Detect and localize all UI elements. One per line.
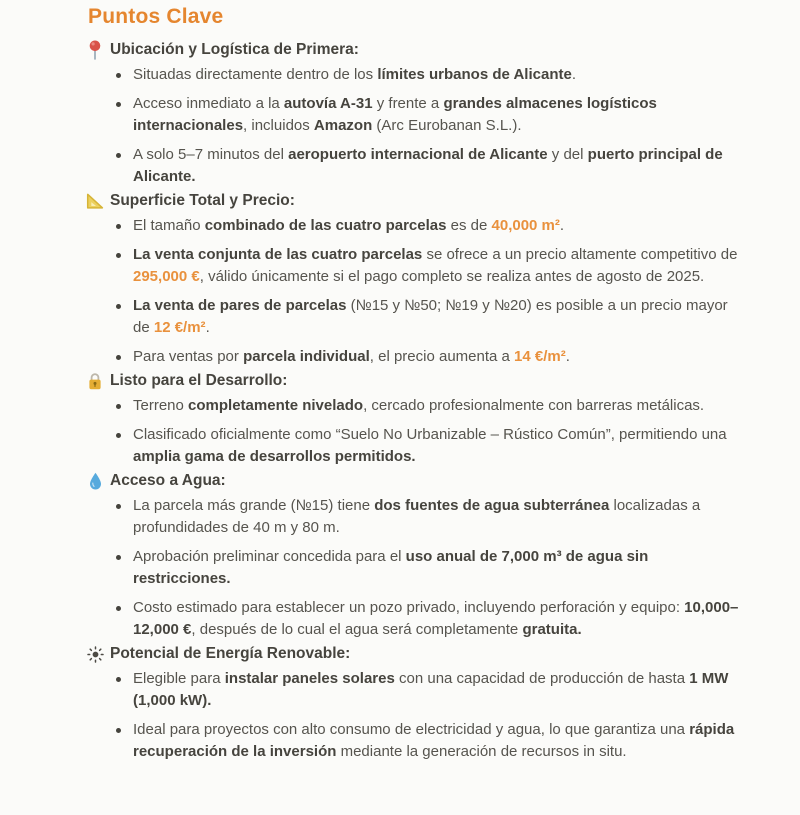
lock-icon — [86, 372, 104, 391]
text-segment: . — [571, 66, 576, 83]
text-segment: (Arc Eurobanan S.L.). — [372, 117, 522, 134]
text-segment: parcela individual — [243, 348, 370, 365]
bullet-item — [88, 495, 740, 539]
text-segment: Amazon — [313, 117, 373, 134]
sun-icon — [86, 646, 104, 663]
text-segment: La parcela más grande (№15) tiene — [133, 497, 375, 514]
bullet-list — [88, 395, 740, 468]
section — [88, 643, 740, 763]
sections — [88, 39, 740, 763]
text-segment: . — [565, 348, 570, 365]
text-segment: con una capacidad de producción de hasta — [394, 670, 690, 687]
bullet-item — [88, 144, 740, 188]
section — [88, 370, 740, 468]
bullet-item — [88, 64, 740, 86]
text-segment: límites urbanos de Alicante — [377, 66, 572, 83]
text-segment: , cercado profesionalmente con barreras metálicas. — [363, 397, 705, 414]
text-segment: Costo estimado para establecer un pozo privado, incluyendo perforación y equipo: — [133, 599, 685, 616]
text-segment: completamente nivelado — [188, 397, 364, 414]
text-segment: La venta de pares de parcelas — [133, 297, 347, 314]
highlight-value: 12 €/m² — [153, 319, 206, 336]
droplet-icon — [86, 472, 104, 490]
bullet-list — [88, 668, 740, 763]
bullet-item — [88, 244, 740, 288]
bullet-item — [88, 395, 740, 417]
text-segment: 1 MW (1,000 kW). — [133, 670, 729, 709]
text-segment: , después de lo cual el agua será completamente — [191, 621, 523, 638]
text-segment: . — [205, 319, 210, 336]
bullet-list — [88, 64, 740, 188]
text-segment: y frente a — [372, 95, 444, 112]
highlight-value: 40,000 m² — [491, 217, 560, 234]
text-segment: y del — [547, 146, 588, 163]
text-segment: (№15 y №50; №19 y №20) es posible a un precio mayor de — [133, 297, 728, 336]
text-segment: Ideal para proyectos con alto consumo de electricidad y agua, lo que garantiza una — [133, 721, 690, 738]
section-title: Listo para el Desarrollo: — [110, 372, 288, 389]
text-segment: se ofrece a un precio altamente competitivo de — [422, 246, 738, 263]
bullet-item — [88, 215, 740, 237]
highlight-value: 14 €/m² — [514, 348, 566, 365]
text-segment: es de — [446, 217, 492, 234]
text-segment: gratuita. — [522, 621, 582, 638]
bullet-item — [88, 295, 740, 339]
bullet-list — [88, 495, 740, 641]
section-header — [86, 643, 740, 665]
text-segment: Situadas directamente dentro de los — [133, 66, 378, 83]
section-header — [86, 370, 740, 392]
pin-icon — [86, 40, 104, 60]
ruler-icon — [86, 192, 104, 210]
text-segment: dos fuentes de agua subterránea — [374, 497, 610, 514]
text-segment: Clasificado oficialmente como “Suelo No Urbanizable – Rústico Común”, permitiendo una — [133, 426, 727, 443]
text-segment: localizadas a profundidades de 40 m y 80 m. — [133, 497, 701, 536]
text-segment: La venta conjunta de las cuatro parcelas — [133, 246, 423, 263]
highlight-value: 295,000 € — [133, 268, 200, 285]
section-title: Ubicación y Logística de Primera: — [110, 41, 359, 58]
text-segment: aeropuerto internacional de Alicante — [288, 146, 548, 163]
text-segment: grandes almacenes logísticos internacionales — [133, 95, 657, 134]
bullet-item — [88, 424, 740, 468]
section-title: Potencial de Energía Renovable: — [110, 645, 351, 662]
bullet-item — [88, 546, 740, 590]
text-segment: , incluidos — [243, 117, 314, 134]
text-segment: puerto principal de Alicante. — [133, 146, 723, 185]
text-segment: Elegible para — [133, 670, 225, 687]
bullet-item — [88, 719, 740, 763]
section-header — [86, 190, 740, 212]
section-title: Superficie Total y Precio: — [110, 192, 295, 209]
text-segment: mediante la generación de recursos in situ. — [336, 743, 627, 760]
text-segment: A solo 5–7 minutos del — [133, 146, 289, 163]
text-segment: autovía A-31 — [283, 95, 373, 112]
text-segment: Aprobación preliminar concedida para el — [133, 548, 406, 565]
bullet-item — [88, 346, 740, 368]
bullet-item — [88, 668, 740, 712]
section — [88, 470, 740, 641]
text-segment: uso anual de 7,000 m³ de agua sin restricciones. — [133, 548, 649, 587]
text-segment: rápida recuperación de la inversión — [133, 721, 735, 760]
bullet-item — [88, 93, 740, 137]
text-segment: . — [559, 217, 565, 234]
text-segment: amplia gama de desarrollos permitidos. — [133, 448, 416, 465]
text-segment: instalar paneles solares — [224, 670, 395, 687]
section-title: Acceso a Agua: — [110, 472, 226, 489]
text-segment: El tamaño — [133, 217, 205, 234]
text-segment: , válido únicamente si el pago completo se realiza antes de agosto de 2025. — [199, 268, 705, 285]
text-segment: Terreno — [133, 397, 189, 414]
section — [88, 39, 740, 188]
section-header — [86, 39, 740, 61]
section — [88, 190, 740, 368]
bullet-item — [88, 597, 740, 641]
section-header — [86, 470, 740, 492]
bullet-list — [88, 215, 740, 368]
page-title: Puntos Clave — [88, 5, 224, 28]
text-segment: Acceso inmediato a la — [133, 95, 284, 112]
text-segment: , el precio aumenta a — [369, 348, 515, 365]
text-segment: Para ventas por — [133, 348, 244, 365]
text-segment: combinado de las cuatro parcelas — [204, 217, 447, 234]
text-segment: 10,000–12,000 € — [133, 599, 739, 638]
